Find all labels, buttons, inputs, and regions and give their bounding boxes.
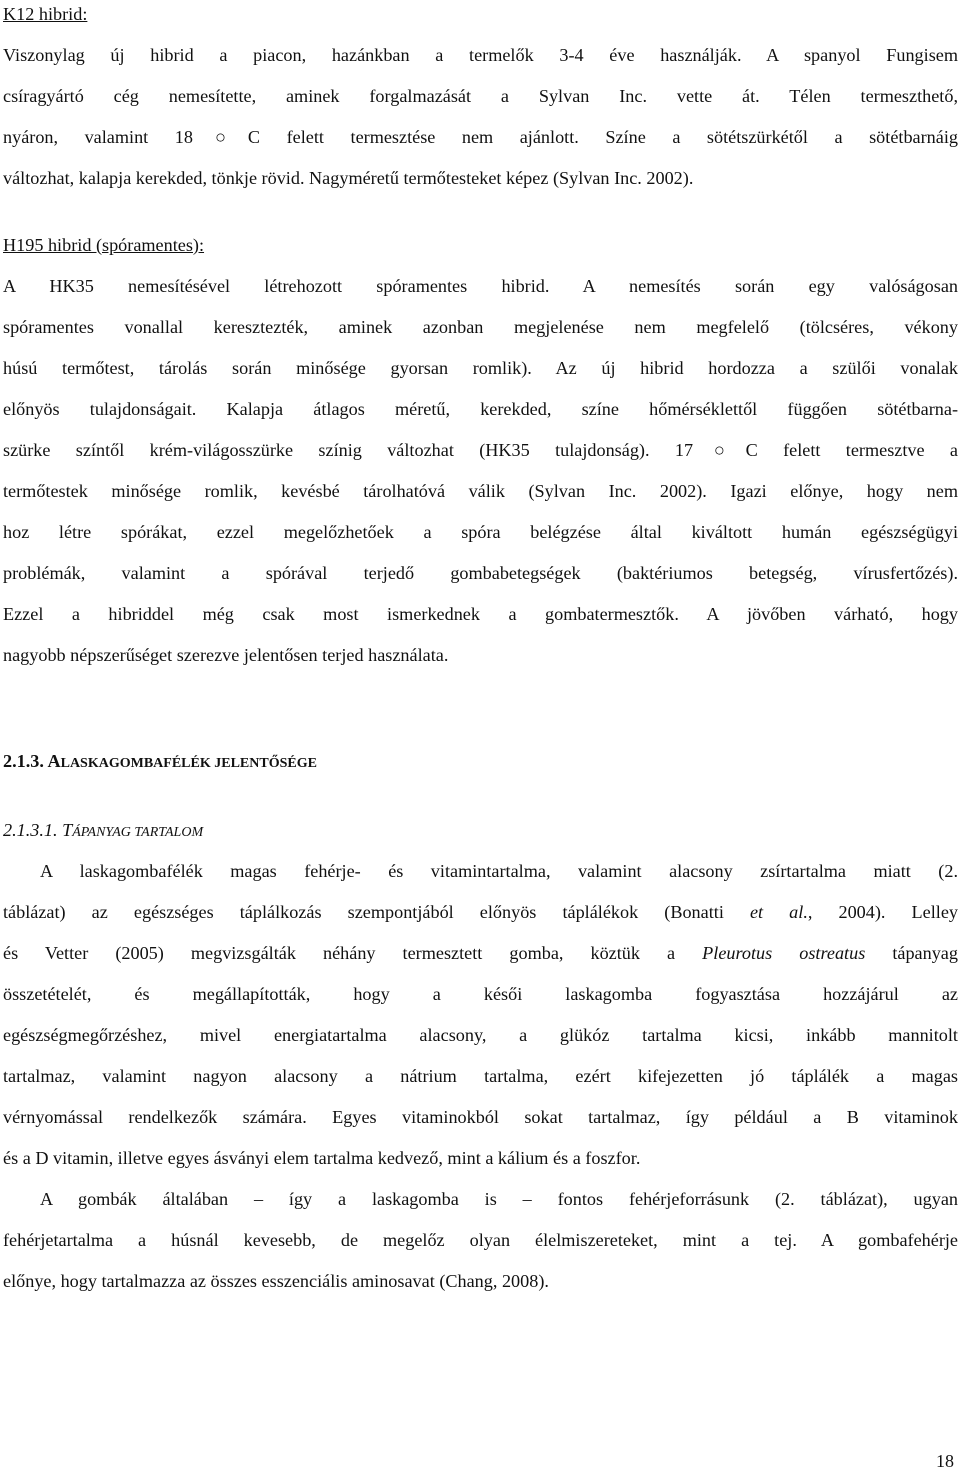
h195-line-6: termőtestek minősége romlik, kevésbé tárolhatóvá válik (Sylvan Inc. 2002). Igazi előnye, hogy nem bbox=[3, 481, 958, 501]
para2-line-1: A gombák általában – így a laskagomba is – fontos fehérjeforrásunk (2. táblázat), ugyan bbox=[40, 1189, 958, 1209]
subsection-number: 2.1.3.1. bbox=[3, 820, 58, 840]
h195-line-10: nagyobb népszerűséget szerezve jelentősen terjed használata. bbox=[3, 645, 449, 665]
para1-line-3: és Vetter (2005) megvizsgálták néhány termesztett gomba, köztük a Pleurotus ostreatus tápanyag bbox=[3, 943, 958, 963]
h195-line-2: spóramentes vonallal keresztezték, aminek azonban megjelenése nem megfelelő (tölcséres, vékony bbox=[3, 317, 958, 337]
h195-line-9: Ezzel a hibriddel még csak most ismerkednek a gombatermesztők. A jövőben várható, hogy bbox=[3, 604, 958, 624]
h195-line-3: húsú termőtest, tárolás során minősége gyorsan romlik). Az új hibrid hordozza a szülői vonalak bbox=[3, 358, 958, 378]
species-name-italic: Pleurotus ostreatus bbox=[702, 943, 866, 963]
k12-line-1: Viszonylag új hibrid a piacon, hazánkban a termelők 3-4 éve használják. A spanyol Fungisem bbox=[3, 45, 958, 65]
k12-line-3: nyáron, valamint 18○C felett termesztése nem ajánlott. Színe a sötétszürkétől a sötétbarnáig bbox=[3, 127, 958, 147]
para1-line-4: összetételét, és megállapították, hogy a késői laskagomba fogyasztása hozzájárul az bbox=[3, 984, 958, 1004]
et-al-italic: et al. bbox=[749, 902, 808, 922]
h195-line-5: szürke színtől krém-világosszürke színig változhat (HK35 tulajdonság). 17○C felett termesztve a bbox=[3, 440, 958, 460]
para1-line-5: egészségmegőrzéshez, mivel energiatartalma alacsony, a glükóz tartalma kicsi, inkább mannitolt bbox=[3, 1025, 958, 1045]
h195-line-4: előnyös tulajdonságait. Kalapja átlagos méretű, kerekded, színe hőmérséklettől függően sötétbarna- bbox=[3, 399, 958, 419]
para1-line-2: táblázat) az egészséges táplálkozás szempontjából előnyös táplálékok (Bonatti et al., 2004). Lelley bbox=[3, 902, 959, 922]
para1-line-8: és a D vitamin, illetve egyes ásványi elem tartalma kedvező, mint a kálium és a foszfor. bbox=[3, 1148, 641, 1168]
subsection-title-cap: T bbox=[62, 820, 73, 840]
h195-line-8: problémák, valamint a spórával terjedő gombabetegségek (baktériumos betegség, vírusfertőzés). bbox=[3, 563, 958, 583]
section-title-rest: LASKAGOMBAFÉLÉK JELENTŐSÉGE bbox=[60, 756, 317, 771]
para1-line-6: tartalmaz, valamint nagyon alacsony a nátrium tartalma, ezért kifejezetten jó táplálék a magas bbox=[3, 1066, 958, 1086]
section-heading bbox=[3, 749, 958, 776]
k12-line-2: csíragyártó cég nemesítette, aminek forgalmazását a Sylvan Inc. vette át. Télen termeszthető, bbox=[3, 86, 958, 106]
k12-line-4: változhat, kalapja kerekded, tönkje rövid. Nagyméretű termőtesteket képez (Sylvan Inc. 2002). bbox=[3, 168, 694, 188]
subsection-title-rest: ÁPANYAG TARTALOM bbox=[72, 825, 204, 840]
k12-heading: K12 hibrid: bbox=[3, 4, 88, 24]
h195-line-1: A HK35 nemesítésével létrehozott spóramentes hibrid. A nemesítés során egy valóságosan bbox=[3, 276, 958, 296]
para2-line-3: előnye, hogy tartalmazza az összes esszenciális aminosavat (Chang, 2008). bbox=[3, 1271, 549, 1291]
section-title-cap: A bbox=[47, 751, 61, 771]
page-number: 18 bbox=[936, 1451, 954, 1471]
section-number: 2.1.3. bbox=[3, 751, 44, 771]
para2-line-2: fehérjetartalma a húsnál kevesebb, de megelőz olyan élelmiszereteket, mint a tej. A gombafehérje bbox=[3, 1230, 958, 1250]
h195-heading: H195 hibrid (spóramentes): bbox=[3, 235, 205, 255]
subsection-heading bbox=[3, 818, 958, 845]
para1-line-7: vérnyomással rendelkezők számára. Egyes vitaminokból sokat tartalmaz, így például a B vitaminok bbox=[3, 1107, 958, 1127]
h195-line-7: hoz létre spórákat, ezzel megelőzhetőek a spóra belégzése által kiváltott humán egészségügyi bbox=[3, 522, 958, 542]
para1-line-1: A laskagombafélék magas fehérje- és vitamintartalma, valamint alacsony zsírtartalma miatt (2. bbox=[40, 861, 958, 881]
